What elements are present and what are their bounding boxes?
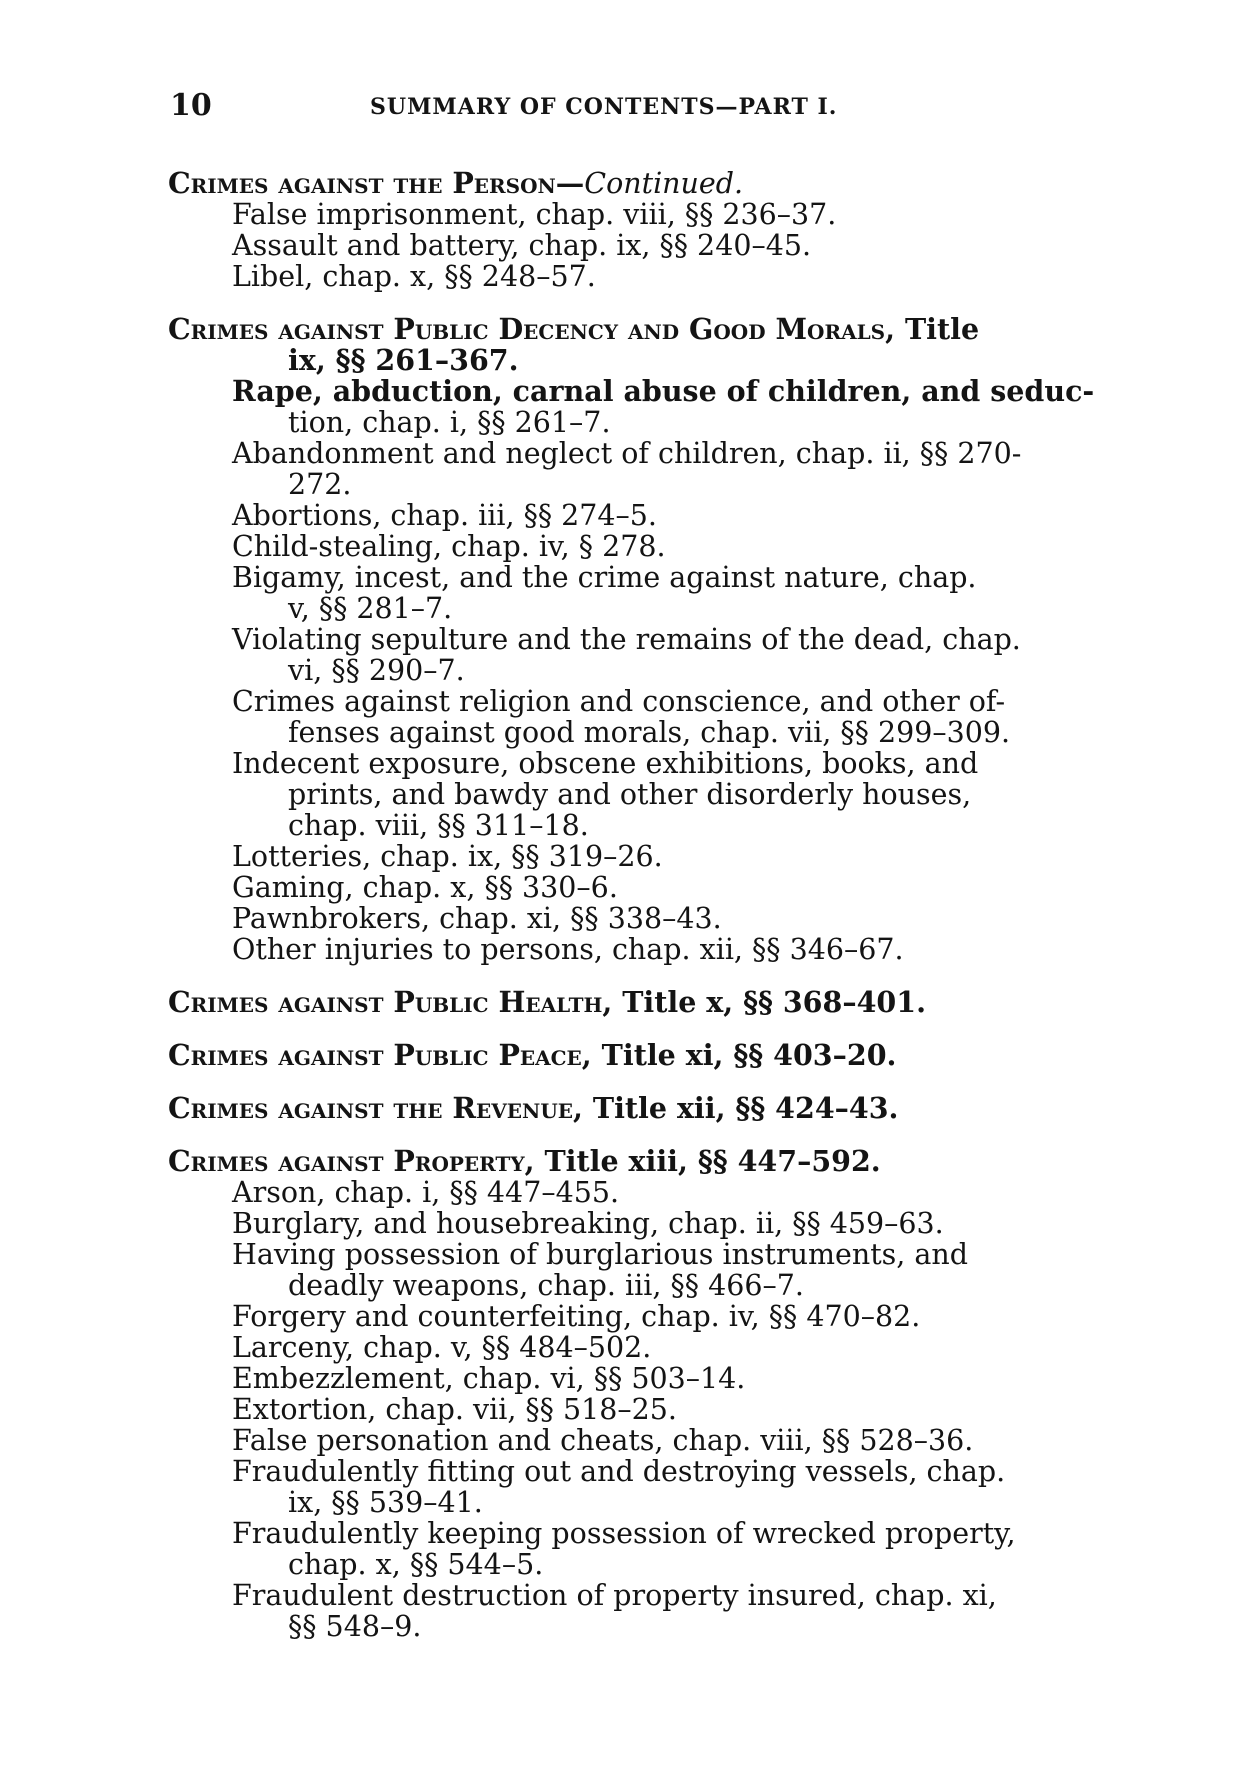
heading-tail: Title xiii, §§ 447–592. <box>534 1144 881 1178</box>
heading-tail: Title xi, §§ 403–20. <box>591 1038 897 1072</box>
list-item: Burglary, and housebreaking, chap. ii, §§ 459–63. <box>232 1207 944 1240</box>
list-item-continuation: v, §§ 281–7. <box>288 592 453 625</box>
list-item: Fraudulently keeping possession of wrecked property, <box>232 1517 1016 1550</box>
list-item-continuation: 272. <box>288 468 352 501</box>
list-item-continuation: deadly weapons, chap. iii, §§ 466–7. <box>288 1269 804 1302</box>
heading-text: Crimes against the Revenue, <box>168 1091 583 1125</box>
heading-tail: Title x, §§ 368–401. <box>612 985 926 1019</box>
section-revenue <box>168 1093 1103 1124</box>
list-item-continuation: vi, §§ 290–7. <box>288 654 465 687</box>
list-item: Fraudulent destruction of property insured, chap. xi, <box>232 1579 997 1612</box>
list-item-continuation: §§ 548–9. <box>288 1610 422 1643</box>
list-item: Having possession of burglarious instruments, and <box>232 1238 969 1271</box>
running-title: SUMMARY OF CONTENTS—PART I. <box>370 94 838 120</box>
heading-text: Crimes against Public Decency and Good Morals, <box>168 312 896 346</box>
list-item: Lotteries, chap. ix, §§ 319–26. <box>232 840 663 873</box>
list-item: Embezzlement, chap. vi, §§ 503–14. <box>232 1362 746 1395</box>
section-heading <box>168 314 1103 345</box>
list-item: Libel, chap. x, §§ 248–57. <box>232 260 596 293</box>
list-item: Other injuries to persons, chap. xii, §§ 346–67. <box>232 933 904 966</box>
list-item: Bigamy, incest, and the crime against nature, chap. <box>232 561 977 594</box>
list-item: Indecent exposure, obscene exhibitions, books, and <box>232 747 979 780</box>
heading-dash: — <box>555 166 585 200</box>
heading-tail: Title xii, §§ 424–43. <box>582 1091 899 1125</box>
list-item-continuation: fenses against good morals, chap. vii, §§ 299–309. <box>288 716 1011 749</box>
page-number: 10 <box>170 88 212 123</box>
list-item: Abortions, chap. iii, §§ 274–5. <box>232 499 657 532</box>
list-item: False personation and cheats, chap. viii, §§ 528–36. <box>232 1424 974 1457</box>
heading-text: Crimes against Public Peace, <box>168 1038 592 1072</box>
list-item: Forgery and counterfeiting, chap. iv, §§ 470–82. <box>232 1300 921 1333</box>
list-item: False imprisonment, chap. viii, §§ 236–37. <box>232 198 837 231</box>
list-item-continuation: ix, §§ 539–41. <box>288 1486 483 1519</box>
section-person <box>168 168 1103 292</box>
section-health <box>168 987 1103 1018</box>
list-item: Pawnbrokers, chap. xi, §§ 338–43. <box>232 902 722 935</box>
list-item: Assault and battery, chap. ix, §§ 240–45. <box>232 229 812 262</box>
section-heading <box>168 1093 1103 1124</box>
list-item: Rape, abduction, carnal abuse of children, and seduc- <box>232 374 1095 408</box>
section-heading <box>168 987 1103 1018</box>
heading-text: Crimes against Public Health, <box>168 985 613 1019</box>
list-item: Crimes against religion and conscience, and other of- <box>232 685 1006 718</box>
heading-continuation: ix, §§ 261–367. <box>288 343 519 377</box>
list-item-continuation: chap. x, §§ 544–5. <box>288 1548 544 1581</box>
list-item: Fraudulently fitting out and destroying vessels, chap. <box>232 1455 1006 1488</box>
page-header <box>170 88 1100 128</box>
list-item: Extortion, chap. vii, §§ 518–25. <box>232 1393 677 1426</box>
list-item-continuation: prints, and bawdy and other disorderly houses, <box>288 778 972 811</box>
section-heading <box>168 1146 1103 1177</box>
heading-continued: Continued. <box>584 167 744 200</box>
section-decency <box>168 314 1103 965</box>
heading-text: Crimes against Property, <box>168 1144 535 1178</box>
contents-list <box>168 168 1103 1642</box>
list-item: Abandonment and neglect of children, chap. ii, §§ 270- <box>232 437 1022 470</box>
section-heading <box>168 168 1103 199</box>
list-item-continuation: tion, chap. i, §§ 261–7. <box>288 406 611 439</box>
section-property <box>168 1146 1103 1642</box>
list-item-continuation: chap. viii, §§ 311–18. <box>288 809 589 842</box>
list-item: Arson, chap. i, §§ 447–455. <box>232 1176 620 1209</box>
heading-text: Crimes against the Person <box>168 166 556 200</box>
heading-tail: Title <box>895 312 980 346</box>
section-heading <box>168 1040 1103 1071</box>
section-peace <box>168 1040 1103 1071</box>
list-item: Violating sepulture and the remains of the dead, chap. <box>232 623 1021 656</box>
list-item: Gaming, chap. x, §§ 330–6. <box>232 871 618 904</box>
list-item: Child-stealing, chap. iv, § 278. <box>232 530 666 563</box>
list-item: Larceny, chap. v, §§ 484–502. <box>232 1331 652 1364</box>
